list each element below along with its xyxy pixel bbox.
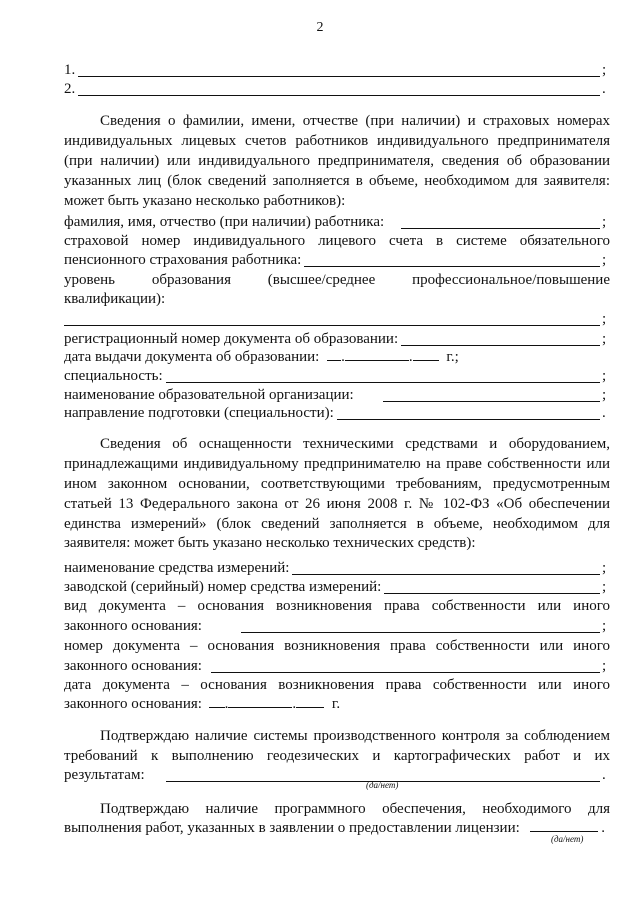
employees-intro-line: (при наличии) или индивидуального предпринимателя, сведения об образовании xyxy=(64,153,610,169)
reg-number-input[interactable] xyxy=(401,331,600,346)
employees-intro-line: Сведения о фамилии, имени, отчестве (при наличии) и страховых номерах xyxy=(100,113,610,129)
employee-fio-field: фамилия, имя, отчество (при наличии) работника: ; xyxy=(64,214,607,230)
fill-line[interactable] xyxy=(78,62,600,77)
snils-field: пенсионного страхования работника: ; xyxy=(64,252,607,268)
control-confirm-field: результатам: . xyxy=(64,767,606,783)
day-input[interactable] xyxy=(327,347,341,361)
month-input[interactable] xyxy=(228,694,292,708)
employees-intro-line: указанных лиц (блок сведений заполняется в объеме, необходимом для заявителя: xyxy=(64,173,610,189)
direction-input[interactable] xyxy=(337,405,600,420)
education-label-line: уровень образования (высшее/среднее профессиональное/повышение xyxy=(64,272,610,288)
instrument-name-input[interactable] xyxy=(292,560,600,575)
edu-doc-reg-number-field: регистрационный номер документа об образовании: ; xyxy=(64,331,607,347)
edu-doc-issue-date-field: дата выдачи документа об образовании: . . г.; xyxy=(64,349,459,365)
education-field: ; xyxy=(64,309,610,329)
line-number: 1. xyxy=(64,62,76,78)
page-number: 2 xyxy=(316,20,324,35)
employees-intro-line: индивидуальных лицевых счетов работников индивидуального предпринимателя xyxy=(64,133,610,149)
year-input[interactable] xyxy=(413,347,439,361)
fill-line[interactable] xyxy=(78,81,600,96)
day-input[interactable] xyxy=(209,694,225,708)
software-confirm-line: Подтверждаю наличие программного обеспечения, необходимого для xyxy=(100,801,610,817)
fio-input[interactable] xyxy=(401,214,600,229)
control-confirm-line: требований к выполнению геодезических и картографических работ и их xyxy=(64,748,610,764)
line-number: 2. xyxy=(64,81,76,97)
yes-no-hint: (да/нет) xyxy=(366,780,399,790)
control-confirm-line: Подтверждаю наличие системы производственного контроля за соблюдением xyxy=(100,728,610,744)
equipment-intro-line: статьей 13 Федерального закона от 26 июня 2008 г. № 102-ФЗ «Об обеспечении xyxy=(64,496,610,512)
employees-intro-line: может быть указано несколько работников): xyxy=(64,193,346,209)
doc-number-field: законного основания: ; xyxy=(64,658,607,674)
doc-date-label-line: дата документа – основания возникновения права собственности или иного xyxy=(64,677,610,693)
software-confirm-field: выполнения работ, указанных в заявлении о предоставлении лицензии: . xyxy=(64,820,606,836)
education-label-line: квалификации): xyxy=(64,291,166,307)
equipment-intro-line: Сведения об оснащенности техническими средствами и оборудованием, xyxy=(100,436,610,452)
doc-number-input[interactable] xyxy=(211,658,600,673)
doc-date-field: законного основания: . . г. xyxy=(64,696,341,712)
edu-org-input[interactable] xyxy=(383,387,600,402)
training-direction-field: направление подготовки (специальности): . xyxy=(64,405,606,421)
doc-type-field: законного основания: ; xyxy=(64,618,607,634)
serial-number-input[interactable] xyxy=(384,579,600,594)
yes-no-hint: (да/нет) xyxy=(551,834,584,844)
serial-number-field: заводской (серийный) номер средства измерений: ; xyxy=(64,579,607,595)
equipment-intro-line: заявителя: может быть указано несколько технических средств): xyxy=(64,535,476,551)
equipment-intro-line: принадлежащими индивидуальному предпринимателю на праве собственности или xyxy=(64,456,610,472)
equipment-intro-line: единства измерений» (блок сведений заполняется в объеме, необходимом для xyxy=(64,516,610,532)
month-input[interactable] xyxy=(345,347,409,361)
education-input[interactable] xyxy=(64,311,600,326)
equipment-intro-line: ином законном основании, соответствующими требованиям, предусмотренным xyxy=(64,476,610,492)
snils-input[interactable] xyxy=(304,252,600,267)
specialty-input[interactable] xyxy=(166,368,600,383)
snils-label-line: страховой номер индивидуального лицевого счета в системе обязательного xyxy=(64,233,610,249)
blank-line-2: 2. . xyxy=(64,81,606,97)
edu-org-field: наименование образовательной организации: ; xyxy=(64,387,607,403)
year-input[interactable] xyxy=(296,694,324,708)
doc-number-label-line: номер документа – основания возникновения права собственности или иного xyxy=(64,638,610,654)
doc-type-input[interactable] xyxy=(241,618,600,633)
specialty-field: специальность: ; xyxy=(64,368,607,384)
software-yes-no-input[interactable] xyxy=(530,818,598,832)
blank-line-1: 1. ; xyxy=(64,62,607,78)
doc-type-label-line: вид документа – основания возникновения права собственности или иного xyxy=(64,598,610,614)
instrument-name-field: наименование средства измерений: ; xyxy=(64,560,607,576)
